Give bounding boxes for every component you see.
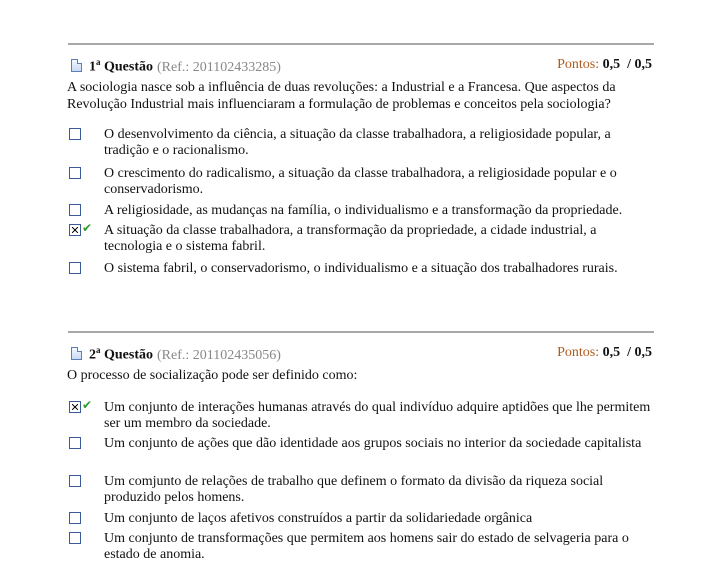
checkbox[interactable] [69, 204, 81, 216]
checkbox[interactable] [69, 128, 81, 140]
checkbox-checked[interactable] [69, 401, 81, 413]
question-number: 2$^a$ Questão (Ref.: 201102435056) [89, 345, 281, 363]
option-text: O crescimento do radicalismo, a situação da classe trabalhadora, a religiosidade popular e o conservadorismo. [104, 166, 617, 197]
question-text: A sociologia nasce sob a influência de duas revoluções: a Industrial e a Francesa. Que aspectos da Revolução Industrial mais influenciaram a formulação de problemas e conceitos pela sociologia? [67, 80, 616, 112]
option-text: Um conjunto de ações que dão identidade aos grupos sociais no interior da sociedade capitalista [104, 436, 642, 451]
question-ref: (Ref.: 201102433285) [157, 59, 281, 75]
option-text: O desenvolvimento da ciência, a situação da classe trabalhadora, a religiosidade popular, a tradição e o racionalismo. [104, 127, 611, 158]
option-text: Um conjunto de transformações que permitem aos homens sair do estado de selvageria para o estado de anomia. [104, 531, 629, 562]
checkbox[interactable] [69, 167, 81, 179]
question-points: Pontos: 0,5 / 0,5 [557, 345, 652, 360]
checkbox[interactable] [69, 512, 81, 524]
question-divider [68, 43, 654, 45]
question-text: O processo de socialização pode ser definido como: [67, 368, 358, 383]
checkbox[interactable] [69, 475, 81, 487]
check-icon: ✔ [82, 398, 93, 412]
option-text: A situação da classe trabalhadora, a transformação da propriedade, a cidade industrial, a tecnologia e o sistema fabril. [104, 223, 597, 254]
question-ref: (Ref.: 201102435056) [157, 347, 281, 363]
checkbox-checked[interactable] [69, 224, 81, 236]
checkbox[interactable] [69, 262, 81, 274]
document-icon [71, 347, 82, 360]
question-number: 1$^a$ Questão (Ref.: 201102433285) [89, 57, 281, 75]
question-divider [68, 331, 654, 333]
question-points: Pontos: 0,5 / 0,5 [557, 57, 652, 72]
check-icon: ✔ [82, 221, 93, 235]
option-text: A religiosidade, as mudanças na família, o individualismo e a transformação da propriedade. [104, 203, 623, 218]
option-text: Um comjunto de relações de trabalho que definem o formato da divisão da riqueza social produzido pelos homens. [104, 474, 604, 505]
option-text: Um conjunto de laços afetivos construídos a partir da solidariedade orgânica [104, 511, 533, 526]
checkbox[interactable] [69, 532, 81, 544]
question-header [71, 345, 654, 365]
checkbox[interactable] [69, 437, 81, 449]
document-icon [71, 59, 82, 72]
option-text: Um conjunto de interações humanas através do qual indivíduo adquire aptidões que lhe permitem ser um membro da sociedade. [104, 400, 651, 431]
question-header [71, 57, 654, 77]
option-text: O sistema fabril, o conservadorismo, o individualismo e a situação dos trabalhadores rurais. [104, 261, 618, 276]
